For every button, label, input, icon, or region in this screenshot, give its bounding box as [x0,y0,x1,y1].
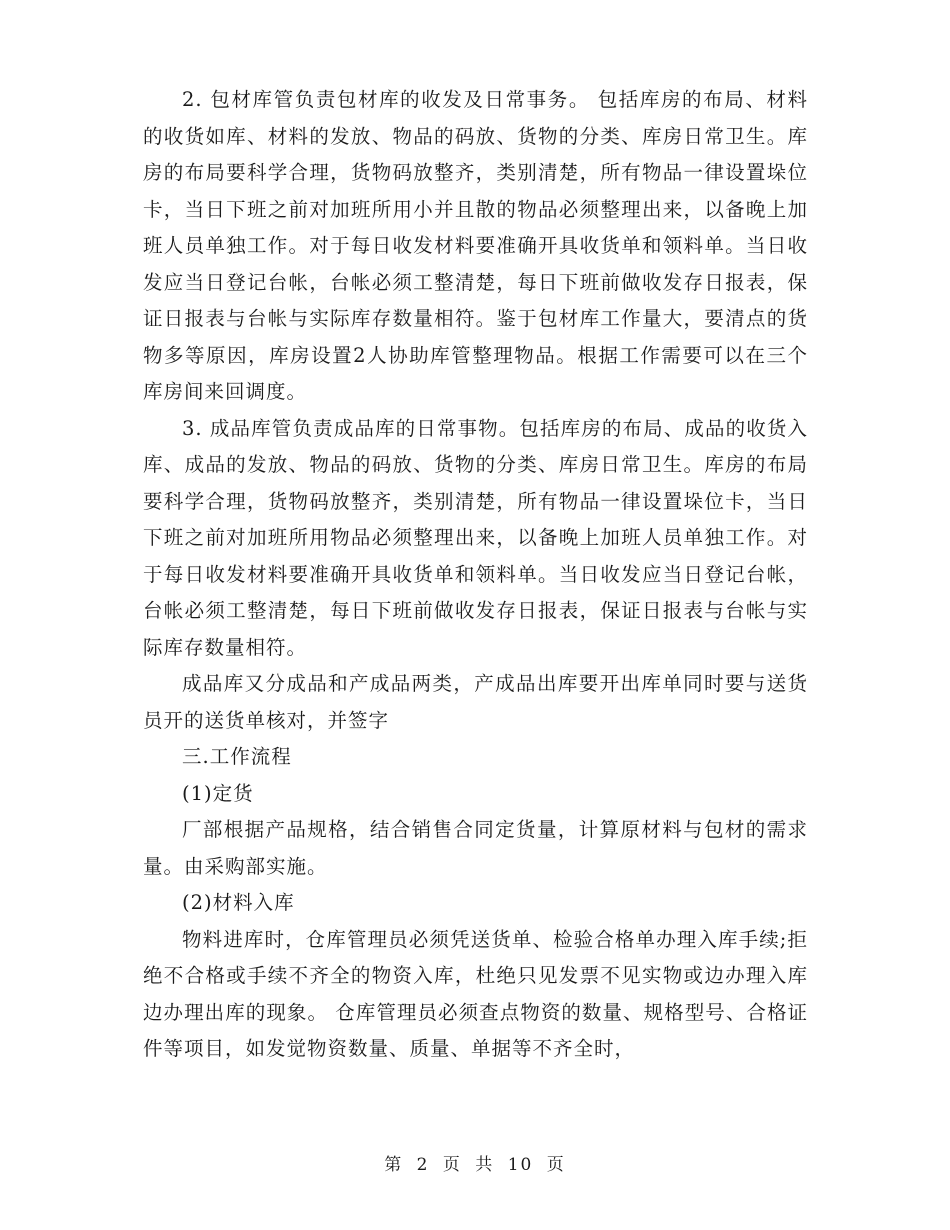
paragraph-packaging-warehouse: 2. 包材库管负责包材库的收发及日常事务。 包括库房的布局、材料的收货如库、材料的发放、物品的码放、货物的分类、库房日常卫生。库房的布局要科学合理，货物码放整齐，类别清楚，所有物品一律设置垛位卡，当日下班之前对加班所用小并且散的物品必须整理出来，以备晚上加班人员单独工作。对于每日收发材料要准确开具收货单和领料单。当日收发应当日登记台帐，台帐必须工整清楚，每日下班前做收发存日报表，保证日报表与台帐与实际库存数量相符。鉴于包材库工作量大，要清点的货物多等原因，库房设置2人协助库管整理物品。根据工作需要可以在三个库房间来回调度。 [143,88,808,403]
paragraph-material-receiving: 物料进库时，仓库管理员必须凭送货单、检验合格单办理入库手续;拒绝不合格或手续不齐全的物资入库，杜绝只见发票不见实物或边办理入库边办理出库的现象。 仓库管理员必须查点物资的数量、规格型号、合格证件等项目，如发觉物资数量、质量、单据等不齐全时， [143,927,808,1060]
paragraph-ordering: 厂部根据产品规格，结合销售合同定货量，计算原材料与包材的需求量。由采购部实施。 [143,818,808,878]
paragraph-finished-goods-types: 成品库又分成品和产成品两类，产成品出库要开出库单同时要与送货员开的送货单核对，并签字 [143,672,808,732]
page-footer: 第 2 页 共 10 页 [384,1155,566,1175]
paragraph-finished-goods-warehouse: 3. 成品库管负责成品库的日常事物。包括库房的布局、成品的收货入库、成品的发放、物品的码放、货物的分类、库房日常卫生。库房的布局要科学合理，货物码放整齐，类别清楚，所有物品一律设置垛位卡，当日下班之前对加班所用物品必须整理出来，以备晚上加班人员单独工作。对于每日收发材料要准确开具收货单和领料单。当日收发应当日登记台帐，台帐必须工整清楚，每日下班前做收发存日报表，保证日报表与台帐与实际库存数量相符。 [143,416,808,659]
document-body [143,82,808,1068]
subheading-material-receiving: (2)材料入库 [182,891,295,914]
section-heading-workflow: 三.工作流程 [182,745,292,768]
subheading-ordering: (1)定货 [182,781,254,805]
